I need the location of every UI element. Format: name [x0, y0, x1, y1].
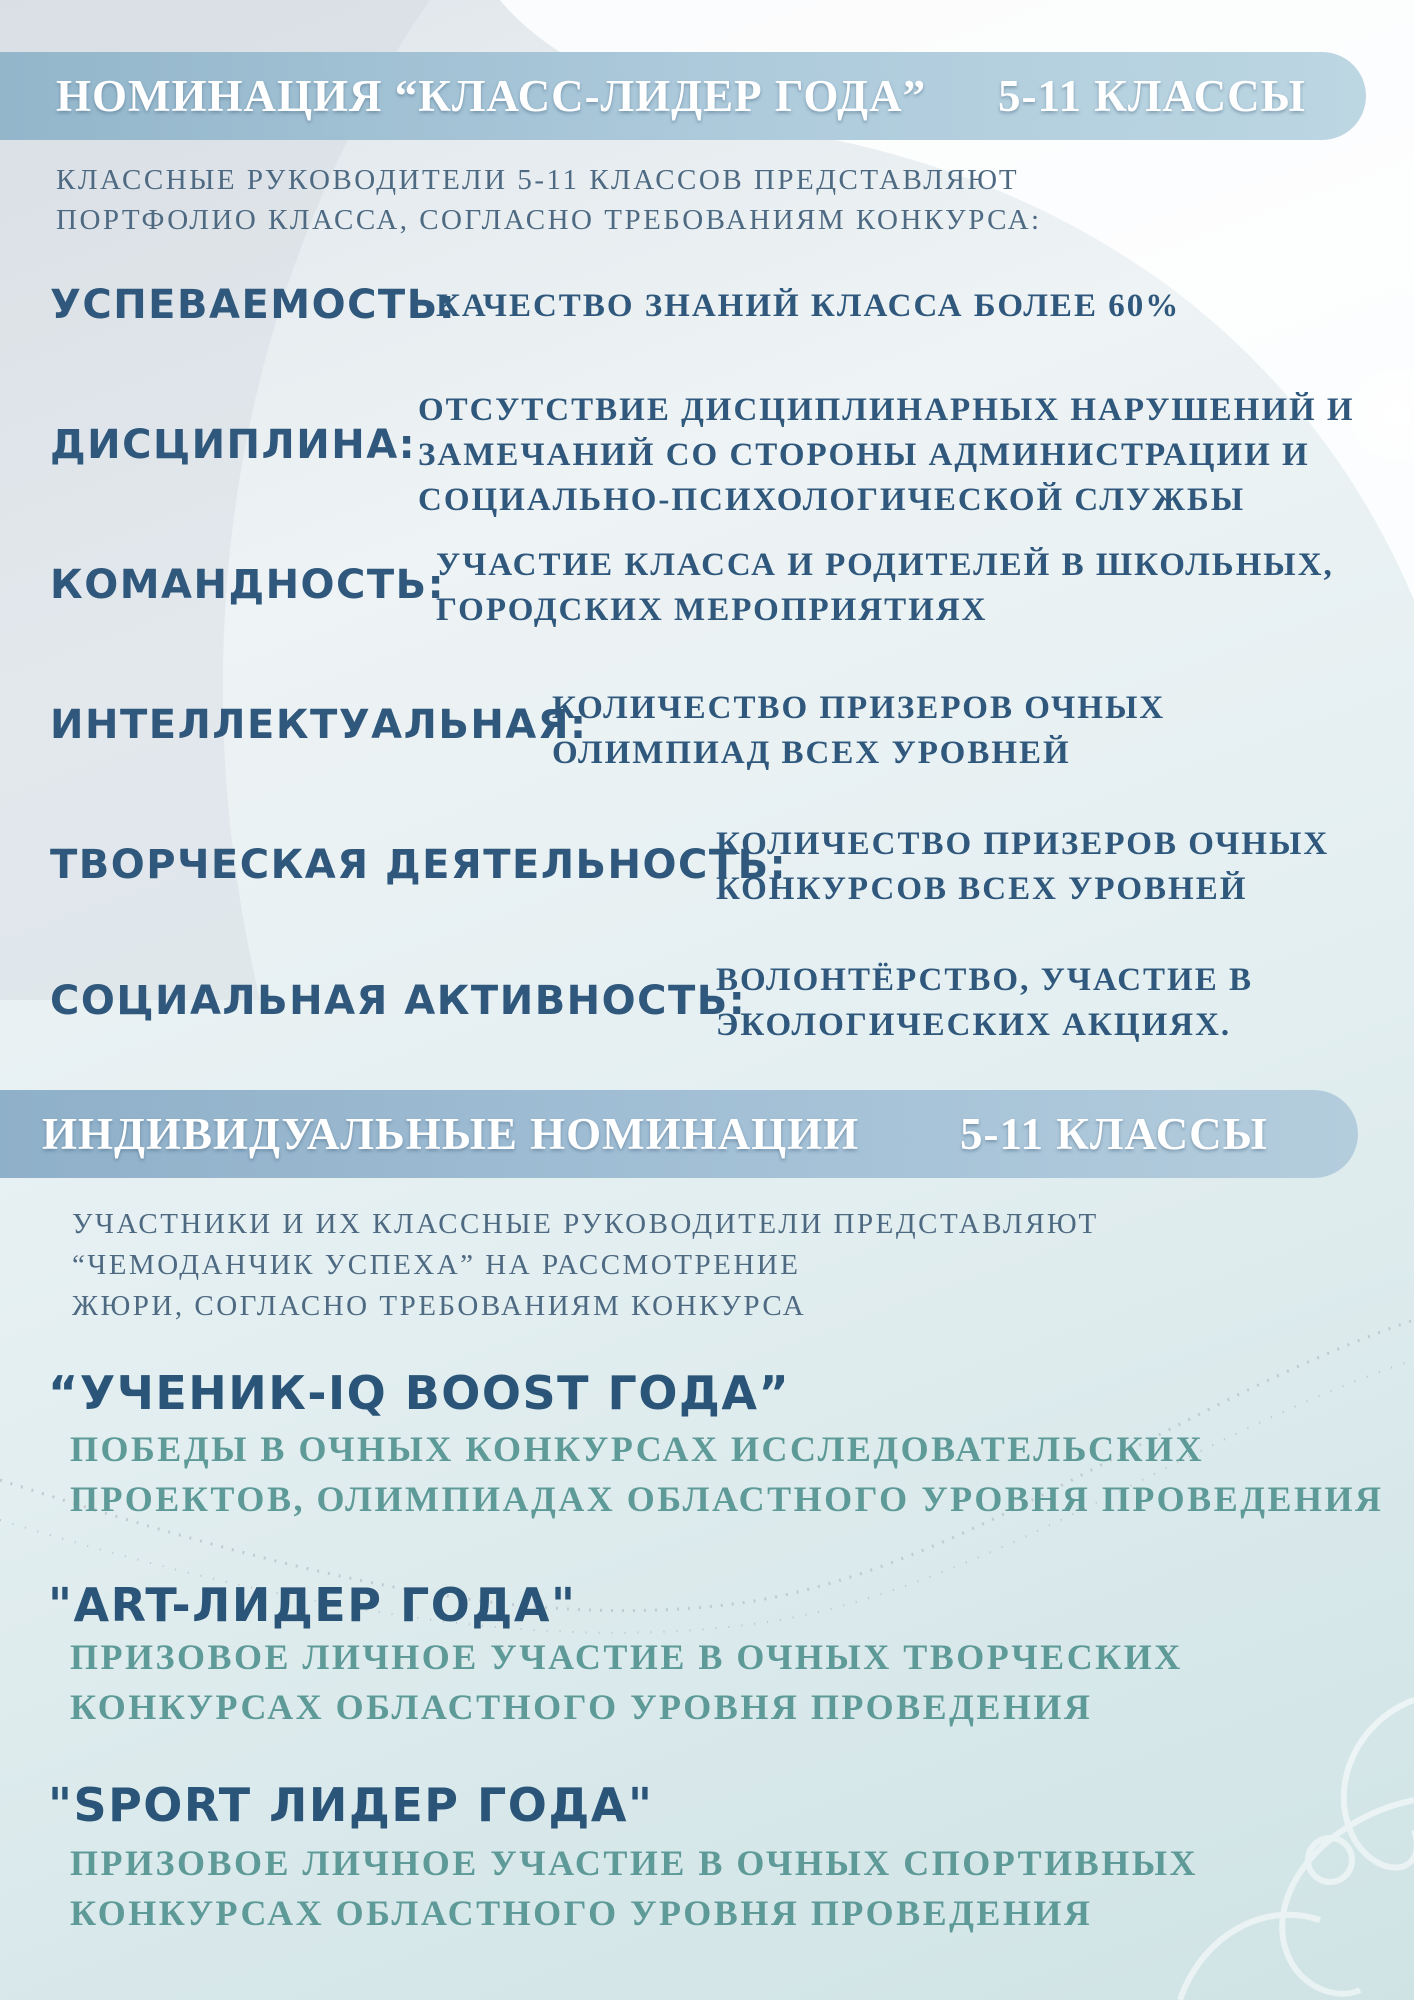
criterion-desc-line: ОТСУТСТВИЕ ДИСЦИПЛИНАРНЫХ НАРУШЕНИЙ И: [418, 392, 1355, 428]
section-2-banner: [0, 1090, 1358, 1178]
criterion-desc-line: КОЛИЧЕСТВО ПРИЗЕРОВ ОЧНЫХ: [552, 690, 1166, 726]
nomination-desc-iq-boost: [70, 1424, 1384, 1524]
criterion-desc-line: ВОЛОНТЁРСТВО, УЧАСТИЕ В: [716, 962, 1253, 998]
criterion-label-progress: УСПЕВАЕМОСТЬ:: [50, 282, 457, 328]
nomination-desc-line: ПРОЕКТОВ, ОЛИМПИАДАХ ОБЛАСТНОГО УРОВНЯ ПРОВЕДЕНИЯ: [70, 1479, 1384, 1519]
criterion-desc-intellectual: [552, 686, 1165, 776]
nomination-desc-line: ПРИЗОВОЕ ЛИЧНОЕ УЧАСТИЕ В ОЧНЫХ ТВОРЧЕСКИХ: [70, 1637, 1183, 1677]
nomination-desc-line: КОНКУРСАХ ОБЛАСТНОГО УРОВНЯ ПРОВЕДЕНИЯ: [70, 1893, 1093, 1933]
section-1-banner: [0, 52, 1366, 140]
criterion-desc-line: УЧАСТИЕ КЛАССА И РОДИТЕЛЕЙ В ШКОЛЬНЫХ,: [436, 547, 1334, 583]
nomination-title-art: "ART-ЛИДЕР ГОДА": [48, 1578, 577, 1632]
section-1-grades: 5-11 КЛАССЫ: [998, 71, 1306, 121]
intro-line: УЧАСТНИКИ И ИХ КЛАССНЫЕ РУКОВОДИТЕЛИ ПРЕДСТАВЛЯЮТ: [72, 1208, 1099, 1240]
criterion-desc-teamwork: [436, 543, 1334, 633]
nomination-desc-sport: [70, 1838, 1198, 1938]
criterion-desc-line: СОЦИАЛЬНО-ПСИХОЛОГИЧЕСКОЙ СЛУЖБЫ: [418, 482, 1246, 518]
intro-line: КЛАССНЫЕ РУКОВОДИТЕЛИ 5-11 КЛАССОВ ПРЕДСТАВЛЯЮТ: [56, 164, 1020, 196]
criterion-desc-line: КАЧЕСТВО ЗНАНИЙ КЛАССА БОЛЕЕ 60%: [436, 288, 1181, 324]
section-2-title: ИНДИВИДУАЛЬНЫЕ НОМИНАЦИИ: [42, 1109, 860, 1159]
criterion-desc-line: КОНКУРСОВ ВСЕХ УРОВНЕЙ: [716, 871, 1248, 907]
nomination-desc-art: [70, 1632, 1183, 1732]
nomination-desc-line: КОНКУРСАХ ОБЛАСТНОГО УРОВНЯ ПРОВЕДЕНИЯ: [70, 1687, 1093, 1727]
criterion-desc-line: ОЛИМПИАД ВСЕХ УРОВНЕЙ: [552, 735, 1071, 771]
criterion-label-discipline: ДИСЦИПЛИНА:: [50, 422, 417, 468]
intro-line: ПОРТФОЛИО КЛАССА, СОГЛАСНО ТРЕБОВАНИЯМ КОНКУРСА:: [56, 204, 1042, 236]
nomination-title-sport: "SPORT ЛИДЕР ГОДА": [48, 1778, 654, 1832]
criterion-desc-line: ЭКОЛОГИЧЕСКИХ АКЦИЯХ.: [716, 1007, 1232, 1043]
criterion-label-teamwork: КОМАНДНОСТЬ:: [50, 562, 446, 608]
section-2-grades: 5-11 КЛАССЫ: [960, 1109, 1268, 1159]
criterion-desc-discipline: [418, 388, 1355, 523]
criterion-desc-line: КОЛИЧЕСТВО ПРИЗЕРОВ ОЧНЫХ: [716, 826, 1330, 862]
criterion-desc-line: ЗАМЕЧАНИЙ СО СТОРОНЫ АДМИНИСТРАЦИИ И: [418, 437, 1310, 473]
nomination-desc-line: ПРИЗОВОЕ ЛИЧНОЕ УЧАСТИЕ В ОЧНЫХ СПОРТИВНЫХ: [70, 1843, 1199, 1883]
intro-line: “ЧЕМОДАНЧИК УСПЕХА” НА РАССМОТРЕНИЕ: [72, 1249, 801, 1281]
nomination-desc-line: ПОБЕДЫ В ОЧНЫХ КОНКУРСАХ ИССЛЕДОВАТЕЛЬСКИХ: [70, 1429, 1205, 1469]
criterion-desc-creative: [716, 822, 1329, 912]
criterion-label-social: СОЦИАЛЬНАЯ АКТИВНОСТЬ:: [50, 978, 747, 1024]
section-2-intro: [72, 1204, 1099, 1327]
section-1-intro: [56, 160, 1042, 240]
criterion-desc-line: ГОРОДСКИХ МЕРОПРИЯТИЯХ: [436, 592, 988, 628]
criterion-label-creative: ТВОРЧЕСКАЯ ДЕЯТЕЛЬНОСТЬ:: [50, 842, 788, 888]
criterion-desc-progress: [436, 284, 1180, 329]
section-1-title: НОМИНАЦИЯ “КЛАСС-ЛИДЕР ГОДА”: [56, 71, 927, 121]
criterion-label-intellectual: ИНТЕЛЛЕКТУАЛЬНАЯ:: [50, 702, 588, 748]
nomination-title-iq-boost: “УЧЕНИК-IQ BOOST ГОДА”: [48, 1366, 791, 1420]
intro-line: ЖЮРИ, СОГЛАСНО ТРЕБОВАНИЯМ КОНКУРСА: [72, 1290, 807, 1322]
criterion-desc-social: [716, 958, 1253, 1048]
